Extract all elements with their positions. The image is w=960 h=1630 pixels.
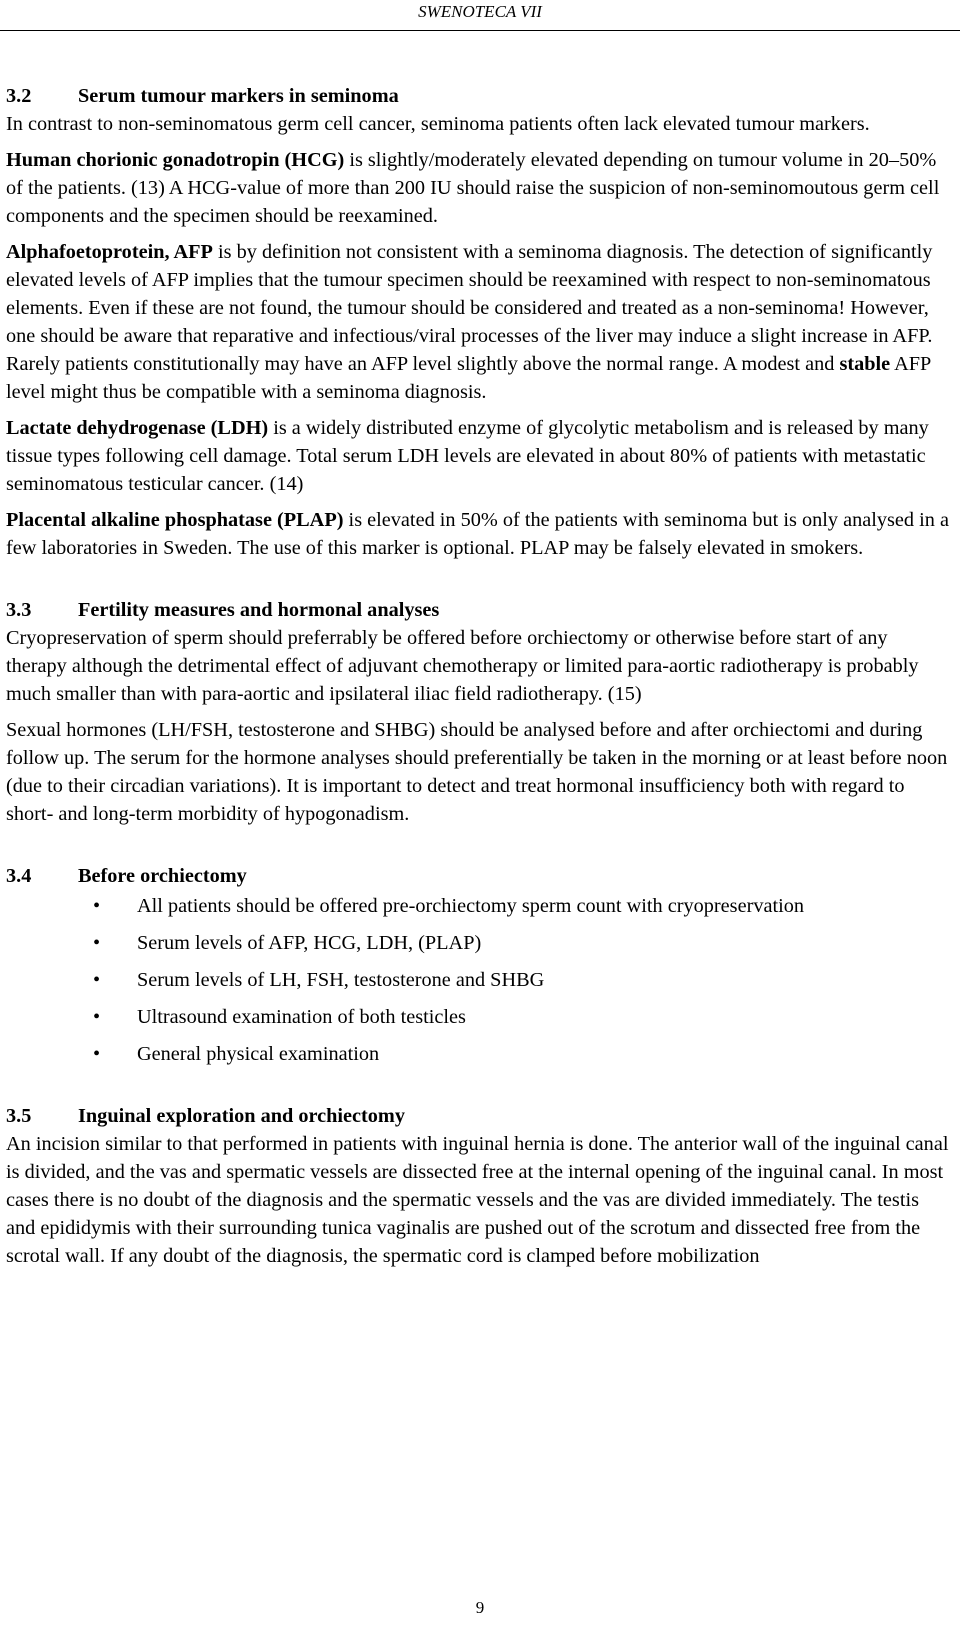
paragraph: Sexual hormones (LH/FSH, testosterone and SHBG) should be analysed before and after orchiectomi and during follow up. The serum for the hormone analyses should preferentially be taken in the morning or at least before noon (due to their circadian variations). It is important to detect and treat hormonal insufficiency both with regard to short- and long-term morbidity of hypogonadism. — [6, 719, 948, 825]
document-body — [6, 82, 950, 1278]
section-title: Inguinal exploration and orchiectomy — [78, 1105, 405, 1127]
bullet-icon: • — [93, 1006, 101, 1028]
paragraph: An incision similar to that performed in patients with inguinal hernia is done. The anterior wall of the inguinal canal is divided, and the vas and spermatic vessels are dissected free at the internal opening of the inguinal canal. In most cases there is no doubt of the diagnosis and the spermatic vessels and the vas are divided immediately. The testis and epididymis with their surrounding tunica vaginalis are pushed out of the scrotum and dissected free from the scrotal wall. If any doubt of the diagnosis, the spermatic cord is clamped before mobilization — [6, 1133, 949, 1267]
section-3-5 — [6, 1102, 950, 1270]
list-item — [6, 966, 950, 994]
list-item-text: Serum levels of LH, FSH, testosterone and SHBG — [137, 969, 545, 991]
section-heading — [6, 596, 950, 624]
section-number: 3.5 — [6, 1105, 32, 1127]
section-heading — [6, 82, 950, 110]
list-item-text: All patients should be offered pre-orchiectomy sperm count with cryopreservation — [137, 895, 805, 917]
bullet-icon: • — [93, 969, 101, 991]
paragraph-text: is elevated in 50% of the patients with seminoma but is only analysed in a few laboratories in Sweden. The use of this marker is optional. PLAP may be falsely elevated in smokers. — [6, 509, 949, 559]
term-afp: Alphafoetoprotein, AFP — [6, 241, 213, 263]
running-header: SWENOTECA VII — [418, 2, 542, 21]
paragraph-text: AFP level might thus be compatible with a seminoma diagnosis. — [6, 353, 931, 403]
paragraph-text: is a widely distributed enzyme of glycolytic metabolism and is released by many tissue types following cell damage. Total serum LDH levels are elevated in about 80% of patients with metastatic seminomatous testicular cancer. (14) — [6, 417, 929, 495]
term-ldh: Lactate dehydrogenase (LDH) — [6, 417, 269, 439]
paragraph: In contrast to non-seminomatous germ cell cancer, seminoma patients often lack elevated tumour markers. — [6, 113, 870, 135]
list-item-text: Serum levels of AFP, HCG, LDH, (PLAP) — [137, 932, 482, 954]
list-item-text: General physical examination — [137, 1043, 380, 1065]
bullet-icon: • — [93, 895, 101, 917]
section-3-2 — [6, 82, 950, 562]
section-title: Fertility measures and hormonal analyses — [78, 599, 440, 621]
section-title: Before orchiectomy — [78, 865, 247, 887]
section-title: Serum tumour markers in seminoma — [78, 85, 399, 107]
section-3-3 — [6, 596, 950, 828]
header-divider — [0, 30, 960, 31]
list-item-text: Ultrasound examination of both testicles — [137, 1006, 466, 1028]
paragraph — [6, 414, 950, 498]
bullet-icon: • — [93, 932, 101, 954]
list-item — [6, 892, 950, 920]
paragraph — [6, 506, 950, 562]
section-heading — [6, 1102, 950, 1130]
term-hcg: Human chorionic gonadotropin (HCG) — [6, 149, 345, 171]
section-number: 3.4 — [6, 865, 32, 887]
section-heading — [6, 862, 950, 890]
list-item — [6, 1040, 950, 1068]
bullet-list — [6, 892, 950, 1068]
emphasis-stable: stable — [839, 353, 891, 375]
paragraph-text: is slightly/moderately elevated depending on tumour volume in 20–50% of the patients. (13) A HCG-value of more than 200 IU should raise the suspicion of non-seminomoutous germ cell components and the specimen should be reexamined. — [6, 149, 940, 227]
list-item — [6, 929, 950, 957]
section-number: 3.3 — [6, 599, 32, 621]
paragraph-text: is by definition not consistent with a seminoma diagnosis. The detection of significantly elevated levels of AFP implies that the tumour specimen should be reexamined with respect to non-seminomatous elements. Even if these are not found, the tumour should be considered and treated as a non-seminoma! However, one should be aware that reparative and infectious/viral processes of the liver may induce a slight increase in AFP. Rarely patients constitutionally may have an AFP level slightly above the normal range. A modest and — [6, 241, 933, 375]
paragraph: Cryopreservation of sperm should preferrably be offered before orchiectomy or otherwise before start of any therapy although the detrimental effect of adjuvant chemotherapy or limited para-aortic radiotherapy is probably much smaller than with para-aortic and ipsilateral iliac field radiotherapy. (15) — [6, 627, 919, 705]
bullet-icon: • — [93, 1043, 101, 1065]
section-3-4 — [6, 862, 950, 1068]
section-number: 3.2 — [6, 85, 32, 107]
term-plap: Placental alkaline phosphatase (PLAP) — [6, 509, 344, 531]
list-item — [6, 1003, 950, 1031]
paragraph — [6, 146, 950, 230]
paragraph — [6, 238, 950, 406]
page-number: 9 — [475, 1598, 485, 1617]
